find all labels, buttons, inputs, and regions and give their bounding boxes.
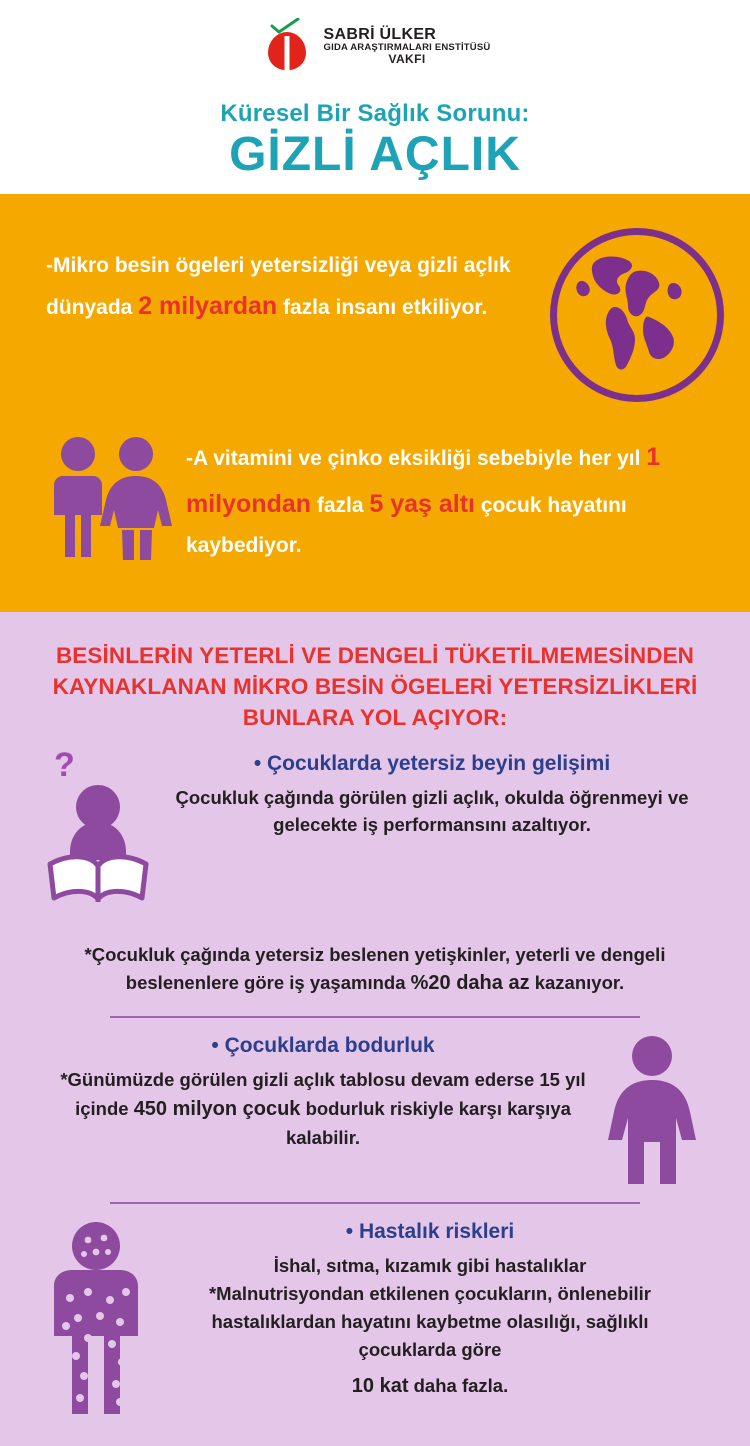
- stat2-part3: çocuk hayatını kaybediyor.: [186, 493, 627, 557]
- block1-body2: [30, 941, 720, 999]
- stat1-part2: fazla insanı etkiliyor.: [277, 296, 488, 320]
- block1-body: Çocukluk çağında görülen gizli açlık, okulda öğrenmeyi ve gelecekte iş performansını azaltıyor.: [175, 786, 689, 836]
- divider-1: [110, 1016, 640, 1018]
- block1-body2-part1: *Çocukluk çağında yetersiz beslenen yetişkinler, yeterli ve dengeli beslenenlere göre iş yaşamında: [84, 943, 666, 994]
- check-icon: [270, 18, 300, 34]
- question-mark: ?: [54, 745, 75, 784]
- block1-secondary: [0, 941, 750, 999]
- block3-body-highlight-line: [170, 1371, 690, 1401]
- block1-text: [170, 752, 720, 840]
- page-title: GİZLİ AÇLIK: [229, 128, 521, 181]
- block1-body2-part2: kazanıyor.: [529, 972, 625, 994]
- block3-body-highlight: 10 kat: [351, 1375, 409, 1398]
- reading-child-icon: [30, 745, 170, 927]
- stat2-highlight1: 1 milyondan: [186, 443, 661, 518]
- block3-title: • Hastalık riskleri: [345, 1220, 515, 1244]
- block2-body-part1: *Günümüzde görülen gizli açlık tablosu devam ederse 15 yıl içinde: [60, 1069, 586, 1120]
- stat2-part2: fazla: [311, 493, 370, 517]
- block3-body-tail: daha fazla.: [408, 1375, 509, 1397]
- block3-body-line2: *Malnutrisyondan etkilenen çocukların, önlenebilir hastalıklardan hayatını kaybetme olasılığı, sağlıklı çocuklarda göre: [208, 1283, 652, 1360]
- block1-body2-highlight: %20 daha az: [410, 972, 530, 995]
- block2-body-part2: bodurluk riskiyle karşı karşıya kalabilir.: [285, 1098, 571, 1149]
- globe-icon: [550, 228, 724, 402]
- block-brain-development: [0, 745, 750, 927]
- logo-text: [324, 26, 491, 66]
- block3-body-line1: İshal, sıtma, kızamık gibi hastalıklar: [273, 1255, 587, 1277]
- block-disease-risk: [0, 1220, 750, 1420]
- block1-title: • Çocuklarda yetersiz beyin gelişimi: [253, 751, 611, 775]
- standing-person-icon: [590, 1034, 720, 1184]
- stat-row-2: [0, 402, 750, 582]
- logo-line2: GIDA ARAŞTIRMALARI ENSTİTÜSÜ: [323, 42, 491, 54]
- block2-text: [30, 1034, 590, 1152]
- sick-child-icon: [30, 1220, 170, 1420]
- logo-line3: VAKFI: [388, 52, 426, 67]
- block-stunting: [0, 1034, 750, 1184]
- stat2-text: [186, 424, 724, 565]
- stat2-part1: -A vitamini ve çinko eksikliği sebebiyle her yıl: [186, 447, 647, 471]
- orange-section: [0, 194, 750, 612]
- logo: [0, 18, 750, 74]
- block2-title: • Çocuklarda bodurluk: [211, 1034, 435, 1058]
- apple-icon: [260, 18, 314, 74]
- divider-2: [110, 1202, 640, 1204]
- page-subtitle: Küresel Bir Sağlık Sorunu:: [220, 100, 530, 127]
- block2-body: [56, 1066, 590, 1152]
- header: [0, 0, 750, 194]
- stat1-part1: -Mikro besin ögeleri yetersizliği veya gizli açlık dünyada: [46, 254, 511, 320]
- section-heading: BESİNLERİN YETERLİ VE DENGELİ TÜKETİLMEMESİNDEN KAYNAKLANAN MİKRO BESİN ÖGELERİ YETERSİZLİKLERİ BUNLARA YOL AÇIYOR:: [52, 643, 698, 731]
- block3-text: [170, 1220, 720, 1401]
- stat1-highlight: 2 milyardan: [138, 292, 278, 321]
- logo-line1: SABRİ ÜLKER: [323, 25, 437, 43]
- stat-row-1: [0, 228, 750, 402]
- block2-body-highlight: 450 milyon çocuk: [133, 1098, 301, 1121]
- lilac-section: [0, 612, 750, 1446]
- stat2-highlight2: 5 yaş altı: [369, 489, 476, 518]
- two-children-icon: [36, 432, 186, 582]
- stat1-text: [46, 228, 540, 329]
